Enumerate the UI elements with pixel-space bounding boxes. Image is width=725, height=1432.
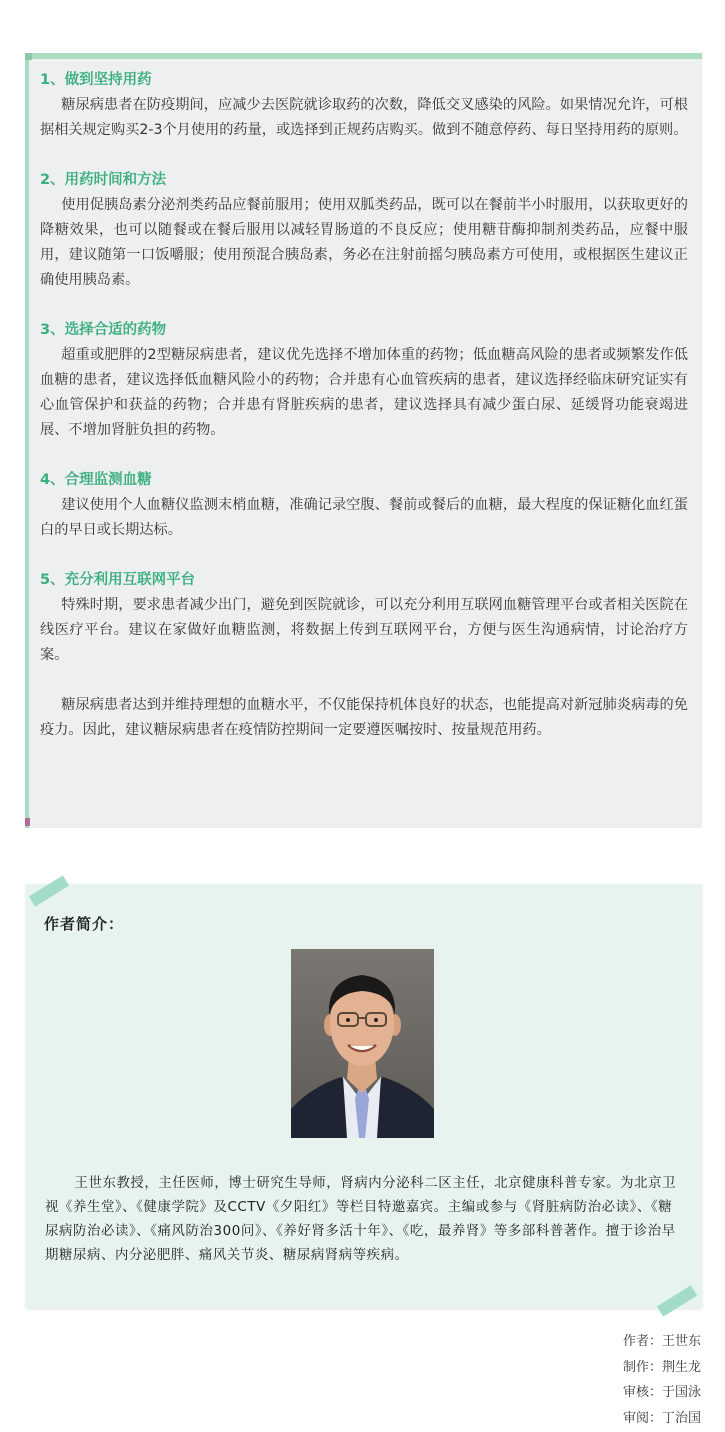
- section-title: 1、做到坚持用药: [40, 72, 152, 88]
- card-corner-accent: [25, 53, 32, 60]
- section-1: [40, 68, 688, 143]
- section-4: [40, 468, 688, 543]
- section-3: [40, 318, 688, 443]
- section-2: [40, 168, 688, 293]
- card-corner-accent-bottom: [25, 818, 30, 826]
- credit-author: 作者：王世东: [622, 1334, 701, 1349]
- section-body: 使用促胰岛素分泌剂类药品应餐前服用；使用双胍类药品，既可以在餐前半小时服用，以获取更好的降糖效果，也可以随餐或在餐后服用以减轻胃肠道的不良反应；使用糖苷酶抑制剂类药品，应餐中服用，建议随第一口饭嚼服；使用预混合胰岛素，务必在注射前摇匀胰岛素方可使用，或根据医生建议正确使用胰岛素。: [40, 197, 688, 288]
- section-body: 超重或肥胖的2型糖尿病患者，建议优先选择不增加体重的药物；低血糖高风险的患者或频繁发作低血糖的患者，建议选择低血糖风险小的药物；合并患有心血管疾病的患者，建议选择经临床研究证实有心血管保护和获益的药物；合并患有肾脏疾病的患者，建议选择具有减少蛋白尿、延缓肾功能衰竭进展、不增加肾脏负担的药物。: [40, 347, 688, 438]
- credits: [623, 1329, 701, 1431]
- credit-review: 审核：于国泳: [622, 1385, 701, 1400]
- section-title: 3、选择合适的药物: [40, 322, 167, 338]
- card-left-stripe: [25, 59, 29, 828]
- section-title: 5、充分利用互联网平台: [40, 572, 196, 588]
- author-photo-illustration: [291, 949, 434, 1138]
- author-bio: 王世东教授，主任医师，博士研究生导师，肾病内分泌科二区主任，北京健康科普专家。为北京卫视《养生堂》、《健康学院》及CCTV《夕阳红》等栏目特邀嘉宾。主编或参与《肾脏病防治必读》、《糖尿病防治必读》、《痛风防治300问》、《养好肾多活十年》、《吃，最养肾》等多部科普著作。擅于诊治早期糖尿病、内分泌肥胖、痛风关节炎、糖尿病肾病等疾病。: [45, 1176, 677, 1263]
- credit-production: 制作：荆生龙: [622, 1359, 701, 1375]
- conclusion-paragraph: 糖尿病患者达到并维持理想的血糖水平，不仅能保持机体良好的状态，也能提高对新冠肺炎病毒的免疫力。因此，建议糖尿病患者在疫情防控期间一定要遵医嘱按时、按量规范用药。: [40, 697, 688, 738]
- section-title: 4、合理监测血糖: [40, 472, 152, 488]
- section-5: [40, 568, 688, 668]
- section-body: 特殊时期，要求患者减少出门，避免到医院就诊，可以充分利用互联网血糖管理平台或者相关医院在线医疗平台。建议在家做好血糖监测，将数据上传到互联网平台，方便与医生沟通病情，讨论治疗方案。: [40, 597, 688, 663]
- article-content: [40, 68, 688, 743]
- section-title: 2、用药时间和方法: [40, 172, 167, 188]
- credit-approval: 审阅：丁治国: [622, 1410, 701, 1426]
- author-heading: 作者简介：: [44, 915, 125, 933]
- section-body: 建议使用个人血糖仪监测末梢血糖，准确记录空腹、餐前或餐后的血糖，最大程度的保证糖化血红蛋白的早日或长期达标。: [40, 497, 688, 538]
- author-portrait: [291, 949, 434, 1138]
- section-body: 糖尿病患者在防疫期间，应减少去医院就诊取药的次数，降低交叉感染的风险。如果情况允许，可根据相关规定购买2-3个月使用的药量，或选择到正规药店购买。做到不随意停药、每日坚持用药的原则。: [40, 97, 688, 138]
- card-top-stripe: [25, 53, 702, 59]
